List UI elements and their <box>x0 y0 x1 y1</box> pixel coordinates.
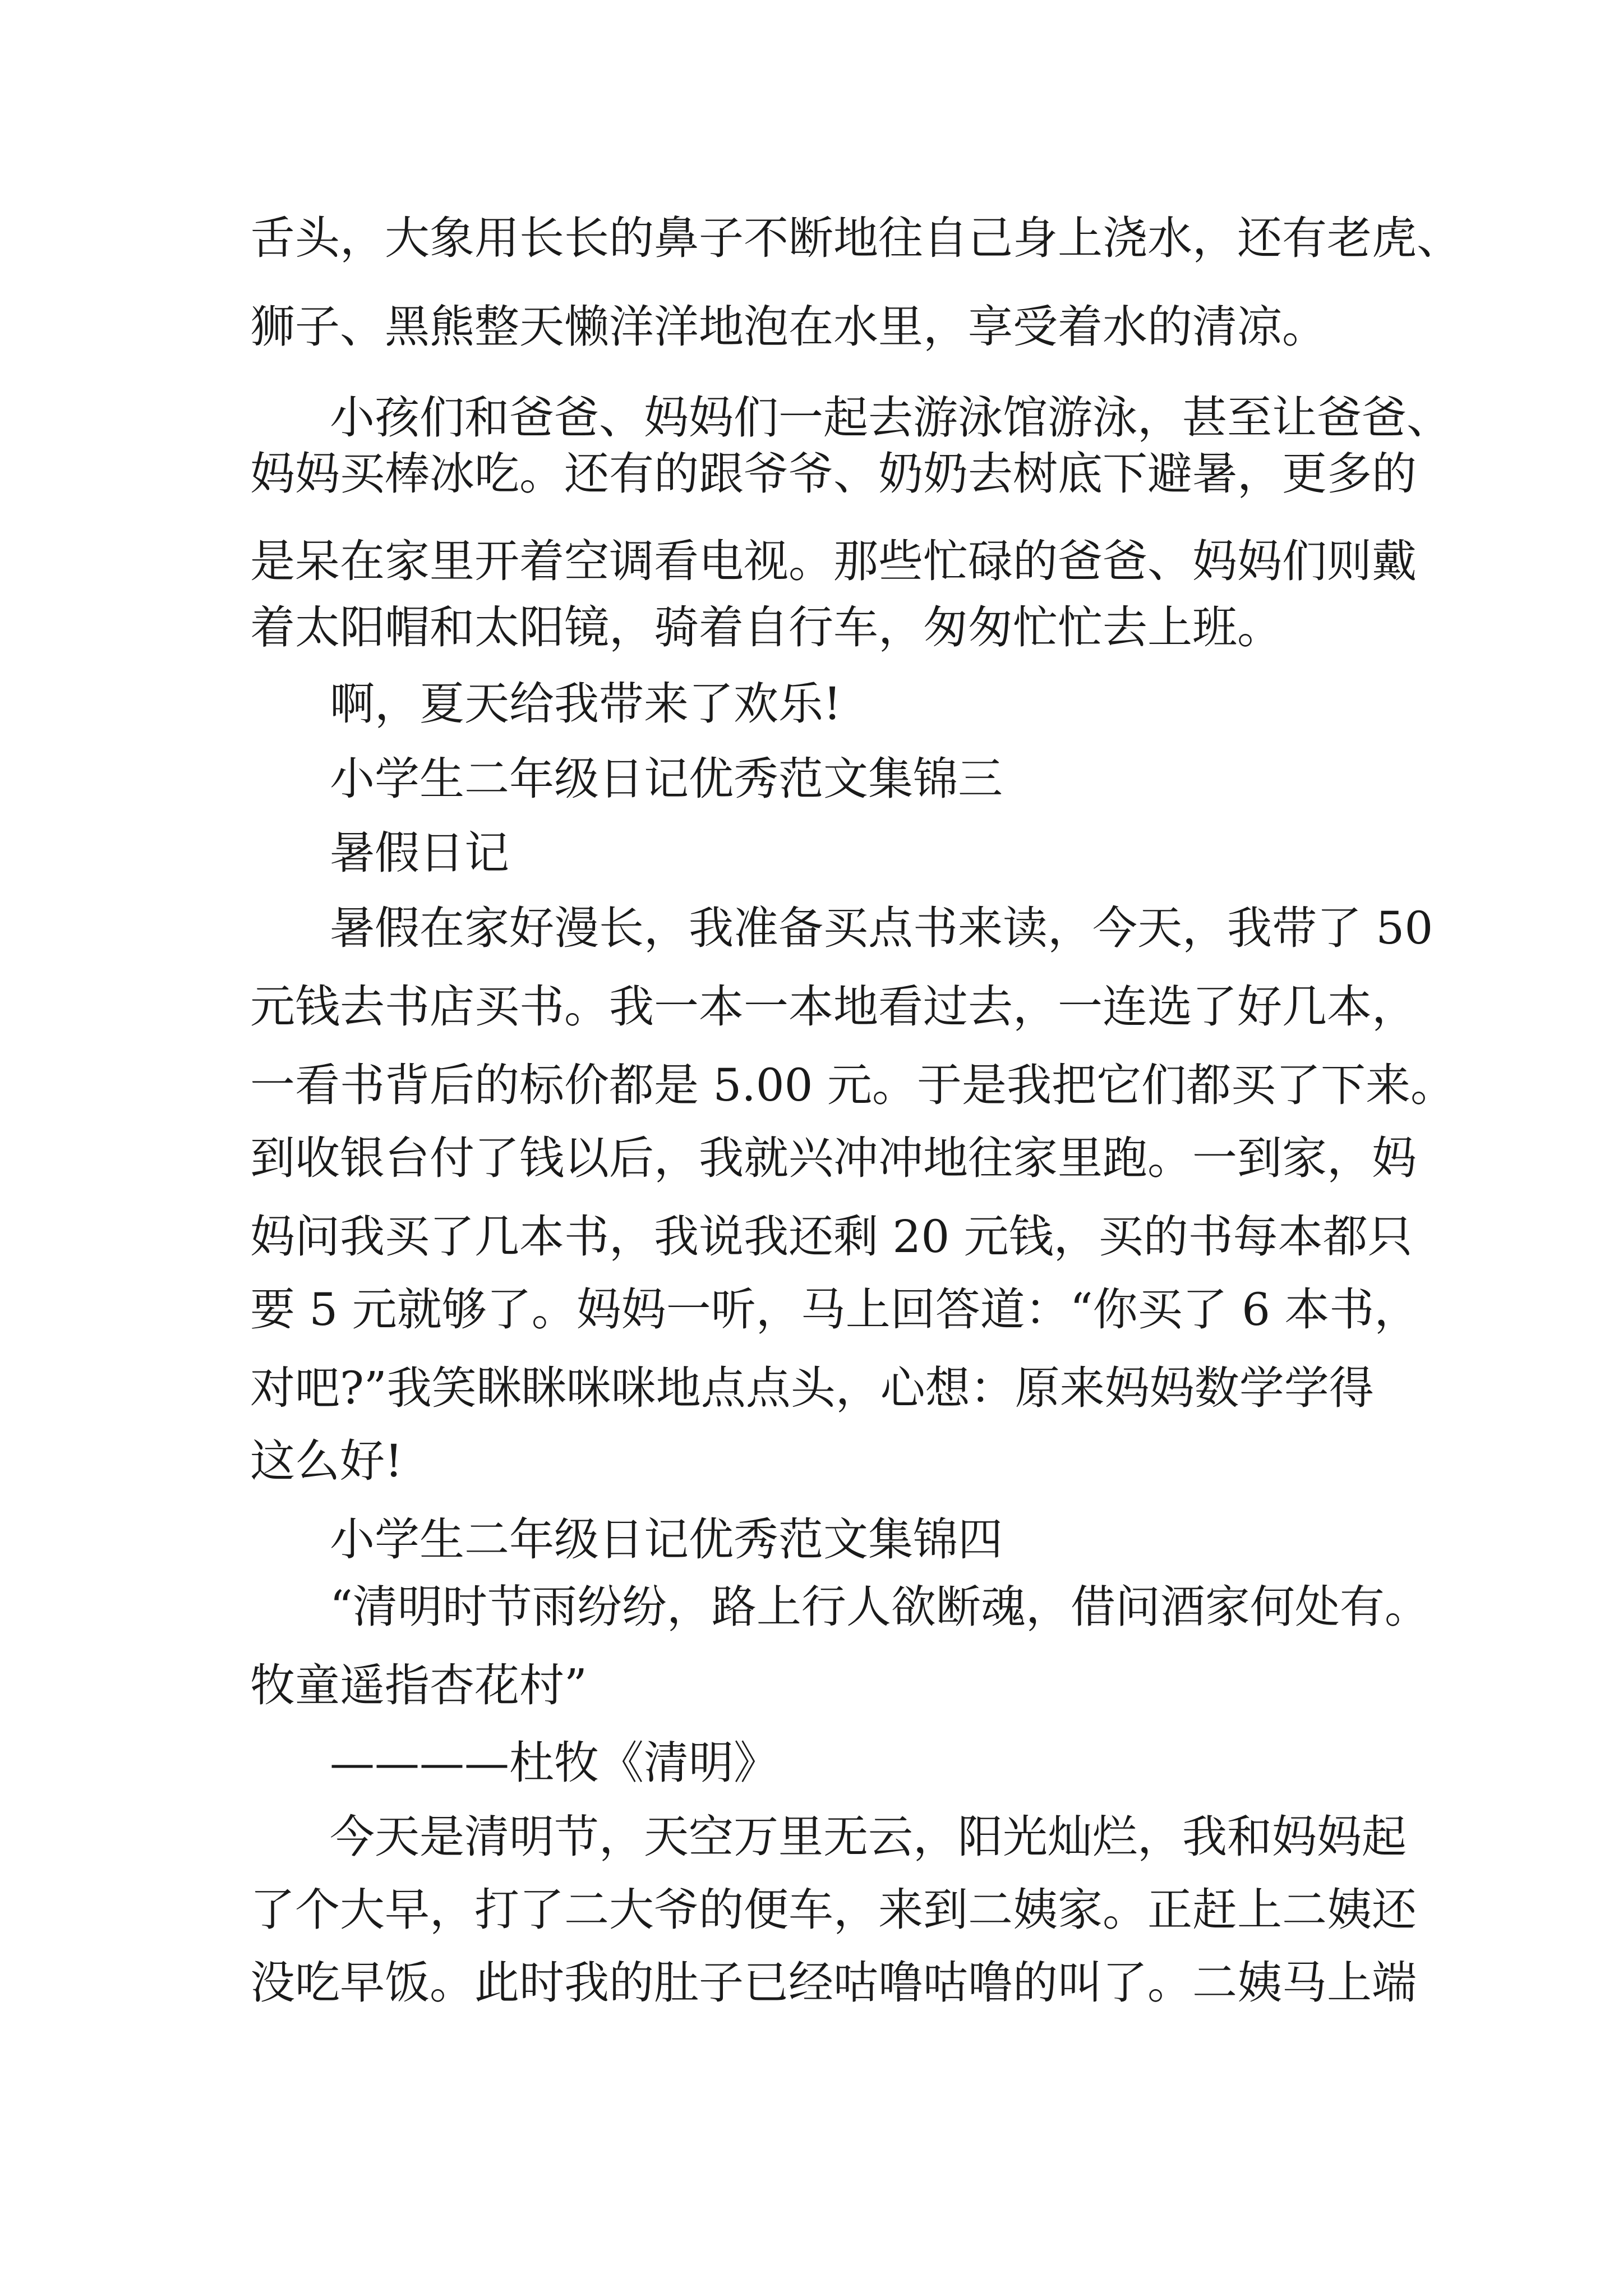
text-line: 这么好! <box>250 1435 403 1487</box>
text-line: 到收银台付了钱以后，我就兴冲冲地往家里跑。一到家，妈 <box>250 1132 1417 1184</box>
text-line: 了个大早，打了二大爷的便车，来到二姨家。正赶上二姨还 <box>250 1884 1417 1936</box>
text-line: 没吃早饭。此时我的肚子已经咕噜咕噜的叫了。二姨马上端 <box>250 1957 1417 2009</box>
text-line: 今天是清明节，天空万里无云，阳光灿烂，我和妈妈起 <box>330 1811 1407 1863</box>
text-line: 狮子、黑熊整天懒洋洋地泡在水里，享受着水的清凉。 <box>250 301 1327 353</box>
text-line: 是呆在家里开着空调看电视。那些忙碌的爸爸、妈妈们则戴 <box>250 535 1417 587</box>
section-heading: 小学生二年级日记优秀范文集锦三 <box>330 753 1003 805</box>
text-line: 对吧?”我笑眯眯咪咪地点点头，心想：原来妈妈数学学得 <box>250 1362 1374 1414</box>
poem-attribution: ————杜牧《清明》 <box>330 1737 778 1789</box>
text-line: 暑假在家好漫长，我准备买点书来读，今天，我带了 50 <box>330 902 1433 954</box>
text-line: 妈妈买棒冰吃。还有的跟爷爷、奶奶去树底下避暑，更多的 <box>250 448 1417 500</box>
section-heading: 小学生二年级日记优秀范文集锦四 <box>330 1513 1003 1566</box>
text-line: 舌头，大象用长长的鼻子不断地往自己身上浇水，还有老虎、 <box>250 212 1461 264</box>
text-line: 元钱去书店买书。我一本一本地看过去，一连选了好几本， <box>250 981 1417 1033</box>
text-line: 小孩们和爸爸、妈妈们一起去游泳馆游泳，甚至让爸爸、 <box>330 392 1451 444</box>
text-line: 妈问我买了几本书，我说我还剩 20 元钱，买的书每本都只 <box>250 1211 1413 1263</box>
diary-title: 暑假日记 <box>330 827 509 879</box>
text-line: 着太阳帽和太阳镜，骑着自行车，匆匆忙忙去上班。 <box>250 601 1282 654</box>
text-line: 啊，夏天给我带来了欢乐! <box>330 678 842 730</box>
text-line: 要 5 元就够了。妈妈一听，马上回答道：“你买了 6 本书， <box>250 1283 1419 1336</box>
poem-line: 牧童遥指杏花村” <box>250 1659 587 1711</box>
poem-line: “清明时节雨纷纷，路上行人欲断魂，借问酒家何处有。 <box>330 1581 1430 1633</box>
text-line: 一看书背后的标价都是 5.00 元。于是我把它们都买了下来。 <box>250 1059 1455 1111</box>
